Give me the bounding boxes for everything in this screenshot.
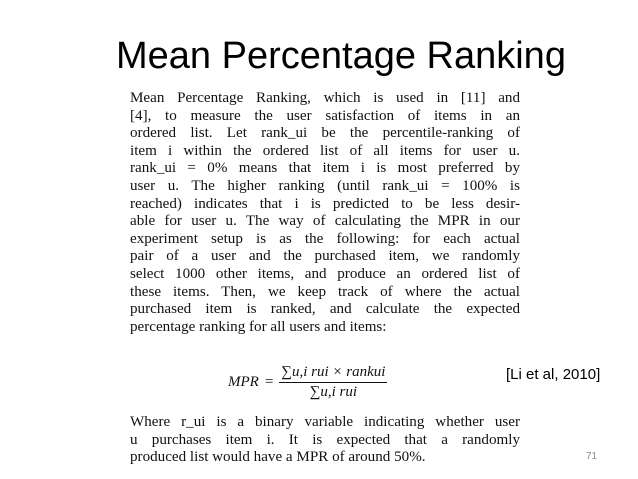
formula-equals: = [264,373,274,390]
formula-lhs: MPR [228,373,259,390]
excerpt-line: produced list would have a MPR of around 50%. [130,449,426,466]
excerpt-line: select 1000 other items, and produce an ordered list of [130,265,520,282]
excerpt-line: [4], to measure the user satisfaction of items in an [130,107,520,124]
excerpt-line: rank_ui = 0% means that item i is most preferred by [130,160,520,177]
excerpt-line: reached) indicates that i is predicted to be less desir- [130,195,520,212]
excerpt-line: these items. Then, we keep track of where the actual [130,283,520,300]
excerpt-line: ordered list. Let rank_ui be the percentile-ranking of [130,125,520,142]
excerpt-paragraph-2 [130,414,520,467]
excerpt-line: Where r_ui is a binary variable indicating whether user [130,414,520,430]
excerpt-line: pair of a user and the purchased item, we randomly [130,248,520,265]
excerpt-line: percentage ranking for all users and items: [130,318,387,335]
formula-numerator: ∑u,i rui × rankui [279,364,387,383]
formula-denominator: ∑u,i rui [309,383,358,400]
excerpt-line: Mean Percentage Ranking, which is used in [11] and [130,90,520,106]
excerpt-line: purchased item is ranked, and calculate the expected [130,301,520,318]
slide-title: Mean Percentage Ranking [116,35,566,77]
paper-excerpt [130,90,520,336]
excerpt-line: user u. The higher ranking (until rank_ui = 100% is [130,177,520,194]
excerpt-line: experiment setup is as the following: for each actual [130,230,520,247]
excerpt-paragraph-1 [130,90,520,336]
excerpt-line: item i within the ordered list of all items for user u. [130,142,520,159]
excerpt-line: able for user u. The way of calculating the MPR in our [130,213,520,230]
citation: [Li et al, 2010] [506,366,601,383]
page-number: 71 [586,451,598,462]
formula-fraction [279,364,387,401]
excerpt-line: u purchases item i. It is expected that a randomly [130,431,520,448]
mpr-formula [228,360,387,404]
